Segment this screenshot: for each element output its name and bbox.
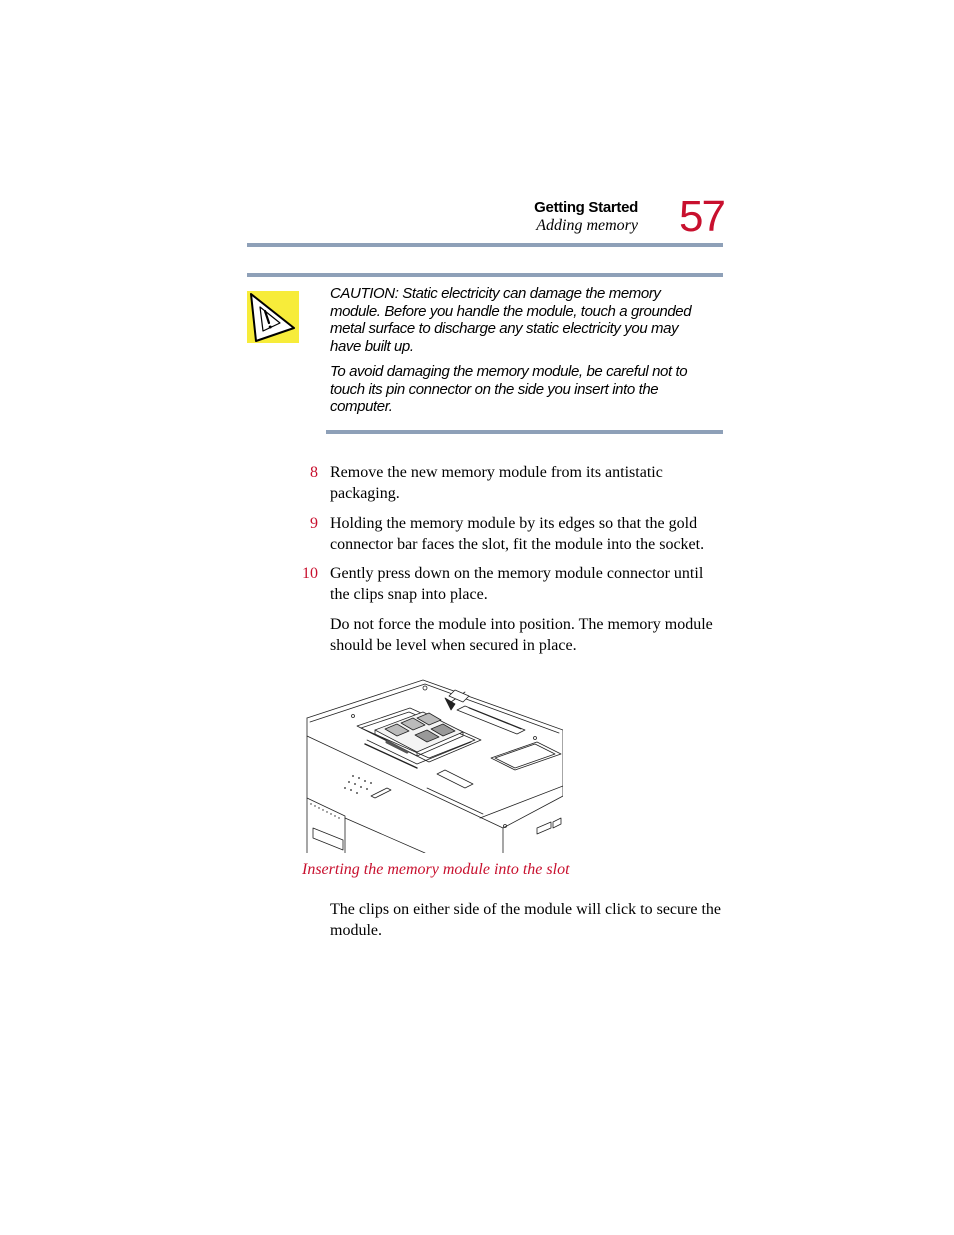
caution-paragraph-1: CAUTION: Static electricity can damage the memory module. Before you handle the module, touch a grounded metal surface to discharge any static electricity you may have built up. [330,285,692,355]
closing-paragraph: The clips on either side of the module will click to secure the module. [330,901,721,939]
warning-triangle-icon [247,291,299,343]
step-text: Holding the memory module by its edges so that the gold connector bar faces the slot, fit the module into the socket. [330,515,705,553]
step-number: 9 [310,515,318,532]
caution-icon-box [247,291,299,343]
caution-bottom-rule [326,430,723,434]
page-number: 57 [679,192,724,241]
step-number: 10 [302,565,318,582]
step-text: Gently press down on the memory module connector until the clips snap into place. [330,565,704,603]
step-text: Remove the new memory module from its antistatic packaging. [330,464,663,502]
running-head-subsection: Adding memory [536,217,638,234]
memory-module-illustration [305,678,563,853]
step-number: 8 [310,464,318,481]
running-head-section: Getting Started [534,199,638,216]
figure-caption: Inserting the memory module into the slot [302,861,570,878]
header-rule [247,243,723,247]
caution-paragraph-2: To avoid damaging the memory module, be careful not to touch its pin connector on the side you insert into the computer. [330,363,688,415]
step-note: Do not force the module into position. The memory module should be level when secured in place. [330,616,713,654]
caution-top-rule [247,273,723,277]
